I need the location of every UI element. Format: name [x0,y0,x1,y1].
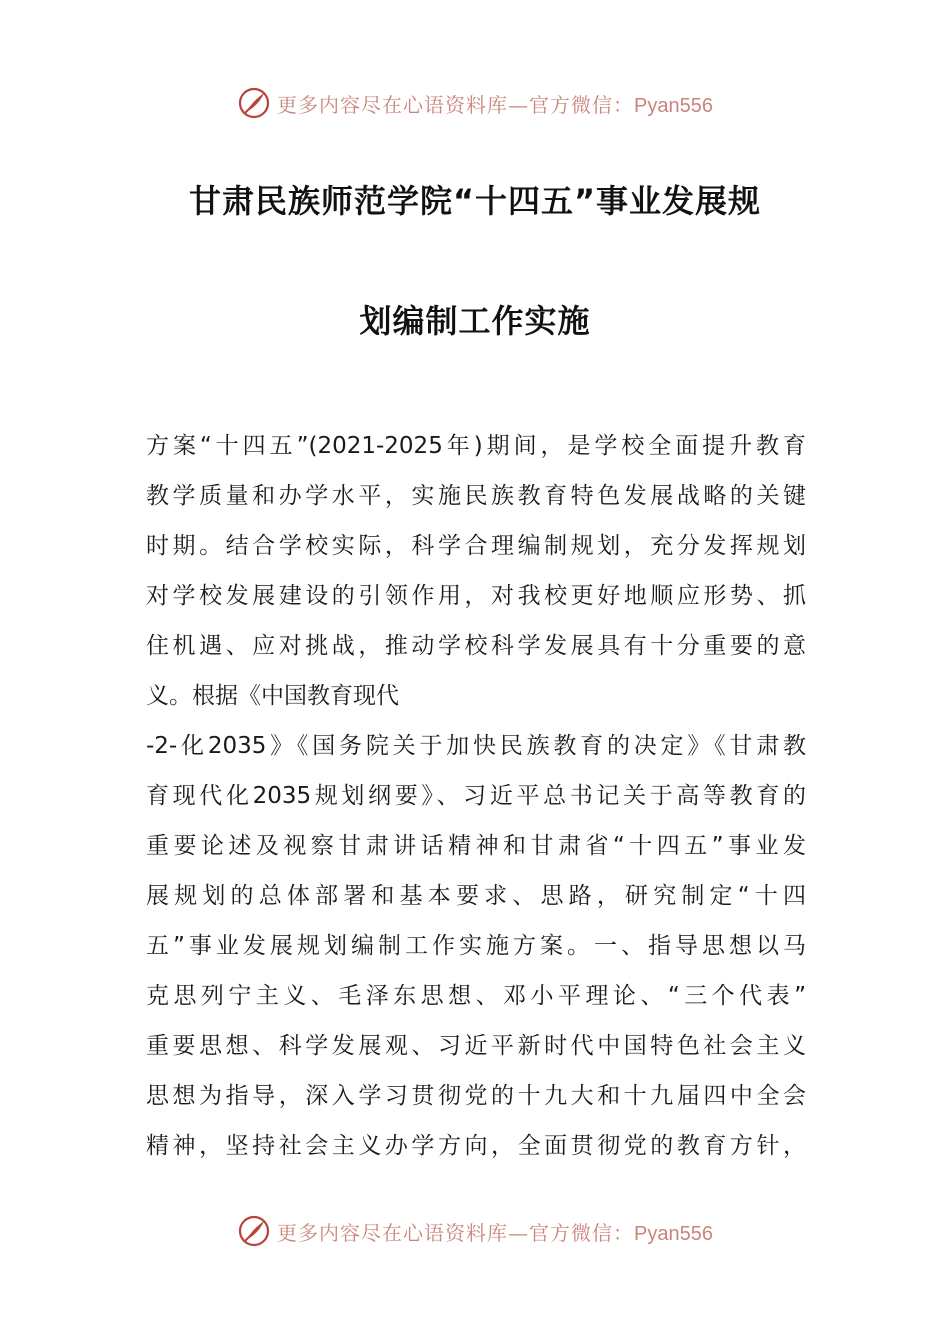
feather-pen-logo-icon [237,86,271,120]
body-line: 精神，坚持社会主义办学方向，全面贯彻党的教育方针， [146,1133,806,1159]
body-line: 育现代化2035规划纲要》、习近平总书记关于高等教育的 [146,783,806,809]
document-title-line-2: 划编制工作实施 [359,302,591,340]
watermark-text: 更多内容尽在心语资料库—官方微信：Pyan556 [277,1220,713,1245]
body-line: 方案“十四五”(2021-2025年)期间，是学校全面提升教育 [146,433,806,459]
body-paragraph [146,428,806,1178]
body-line: 时期。结合学校实际，科学合理编制规划，充分发挥规划 [146,533,806,559]
body-line: 克思列宁主义、毛泽东思想、邓小平理论、“三个代表” [146,983,806,1009]
document-title-line-1: 甘肃民族师范学院“十四五”事业发展规 [188,182,762,220]
feather-pen-logo-icon [237,1214,271,1248]
wechat-id: Pyan556 [634,1222,713,1245]
body-line: -2-化2035》《国务院关于加快民族教育的决定》《甘肃教 [146,733,806,759]
watermark-text: 更多内容尽在心语资料库—官方微信：Pyan556 [277,92,713,117]
body-line: 义。根据《中国教育现代 [146,683,399,709]
body-line: 展规划的总体部署和基本要求、思路，研究制定“十四 [146,883,806,909]
body-line: 重要论述及视察甘肃讲话精神和甘肃省“十四五”事业发 [146,833,806,859]
body-line: 对学校发展建设的引领作用，对我校更好地顺应形势、抓 [146,583,806,609]
body-line: 五”事业发展规划编制工作实施方案。一、指导思想以马 [146,933,806,959]
watermark-header [0,83,950,123]
body-line: 重要思想、科学发展观、习近平新时代中国特色社会主义 [146,1033,806,1059]
wechat-id: Pyan556 [634,94,713,117]
body-line: 教学质量和办学水平，实施民族教育特色发展战略的关键 [146,483,806,509]
watermark-footer [0,1211,950,1251]
body-line: 思想为指导，深入学习贯彻党的十九大和十九届四中全会 [146,1083,806,1109]
body-line: 住机遇、应对挑战，推动学校科学发展具有十分重要的意 [146,633,806,659]
